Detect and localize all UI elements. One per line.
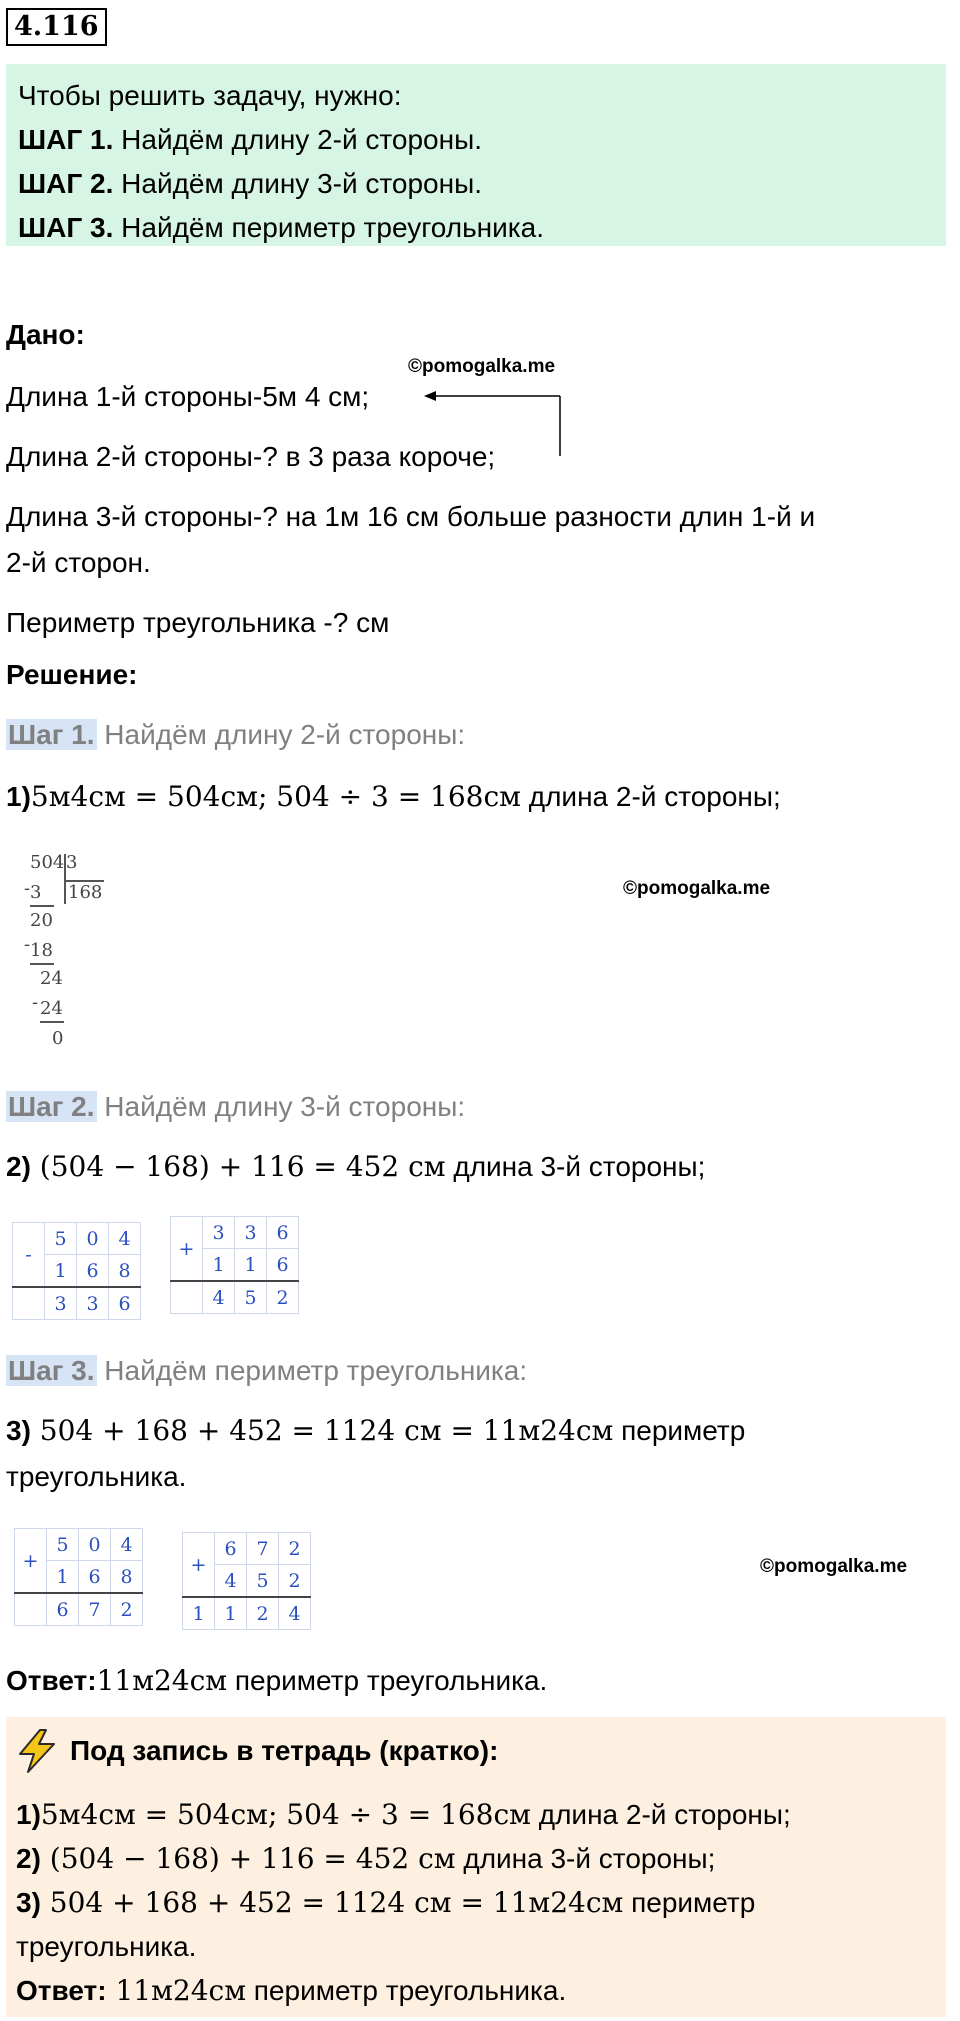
- summary-line-1: 1)5м4см = 504см; 504 ÷ 3 = 168см длина 2-й стороны;: [16, 1798, 791, 1831]
- solution-heading: Решение:: [6, 659, 138, 690]
- subtraction-table: - 5 0 4 1 6 8 3 3 6: [12, 1222, 141, 1320]
- addition-table-2: + 5 0 4 1 6 8 6 7 2: [14, 1528, 143, 1626]
- long-division: 504 3 168 - 3 20 - 18 24 - 24 0: [24, 852, 103, 1049]
- plan-step-2: ШАГ 2. Найдём длину 3-й стороны.: [18, 168, 482, 199]
- task-number: 4.116: [6, 8, 107, 46]
- watermark-1: ©pomogalka.me: [408, 356, 556, 377]
- plan-step-3: ШАГ 3. Найдём периметр треугольника.: [18, 212, 544, 243]
- given-line-4: Периметр треугольника -? см: [6, 607, 390, 638]
- summary-line-3: 3) 504 + 168 + 452 = 1124 см = 11м24см периметр: [16, 1886, 756, 1919]
- summary-answer: Ответ: 11м24см периметр треугольника.: [16, 1974, 567, 2007]
- plan-intro: Чтобы решить задачу, нужно:: [18, 80, 402, 111]
- step-1-line: 1)5м4см = 504см; 504 ÷ 3 = 168см длина 2-й стороны;: [6, 780, 781, 813]
- given-line-3: Длина 3-й стороны-? на 1м 16 см больше разности длин 1-й и: [6, 501, 816, 532]
- watermark-3: ©pomogalka.me: [760, 1556, 908, 1577]
- given-heading: Дано:: [6, 319, 85, 350]
- addition-table-3: + 6 7 2 4 5 2 1 1 2 4: [182, 1532, 311, 1630]
- summary-line-2: 2) (504 − 168) + 116 = 452 см длина 3-й стороны;: [16, 1842, 716, 1875]
- step-2-heading: Шаг 2. Найдём длину 3-й стороны:: [8, 1091, 466, 1122]
- given-line-2: Длина 2-й стороны-? в 3 раза короче;: [6, 441, 496, 472]
- step-2-line: 2) (504 − 168) + 116 = 452 см длина 3-й стороны;: [6, 1150, 706, 1183]
- answer-line: Ответ:11м24см периметр треугольника.: [6, 1664, 548, 1697]
- step-1-heading: Шаг 1. Найдём длину 2-й стороны:: [8, 719, 466, 750]
- step-3-heading: Шаг 3. Найдём периметр треугольника:: [8, 1355, 528, 1386]
- summary-line-3b: треугольника.: [16, 1931, 197, 1962]
- summary-heading: Под запись в тетрадь (кратко):: [70, 1735, 499, 1766]
- given-line-3b: 2-й сторон.: [6, 547, 151, 578]
- given-line-1: Длина 1-й стороны-5м 4 см;: [6, 381, 370, 412]
- plan-box: [6, 64, 946, 246]
- plan-step-1: ШАГ 1. Найдём длину 2-й стороны.: [18, 124, 482, 155]
- addition-table-1: + 3 3 6 1 1 6 4 5 2: [170, 1216, 299, 1314]
- lightning-icon: [16, 1728, 58, 1774]
- watermark-2: ©pomogalka.me: [623, 878, 771, 899]
- step-3-line: 3) 504 + 168 + 452 = 1124 см = 11м24см периметр: [6, 1414, 746, 1447]
- step-3-line-2: треугольника.: [6, 1461, 187, 1492]
